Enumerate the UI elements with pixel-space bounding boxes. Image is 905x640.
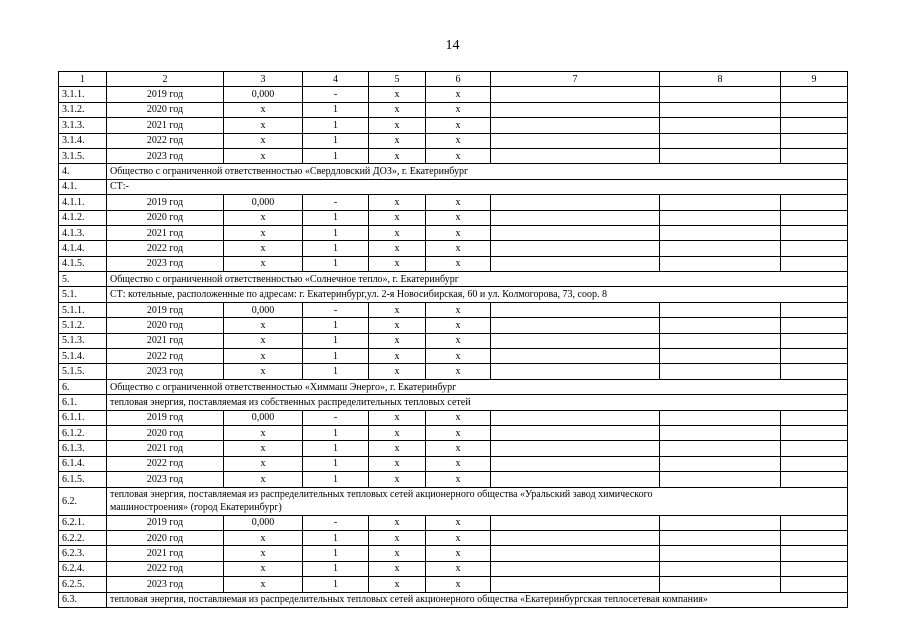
table-row — [59, 364, 848, 379]
section-number: 6.1. — [59, 395, 107, 410]
table-cell-col-1: 5.1.3. — [59, 333, 107, 348]
section-number: 5. — [59, 272, 107, 287]
table-cell-col-6: х — [426, 577, 491, 592]
section-title-line: тепловая энергия, поставляемая из распределительных тепловых сетей акционерного общества «Уральский завод химического — [110, 489, 653, 501]
table-cell-col-4: 1 — [303, 148, 369, 163]
table-cell-col-1: 5.1.4. — [59, 349, 107, 364]
header-cell-8: 8 — [660, 72, 781, 87]
table-cell-col-7 — [491, 256, 660, 271]
table-cell-col-7 — [491, 546, 660, 561]
table-cell-col-1: 3.1.5. — [59, 148, 107, 163]
table-cell-col-9 — [781, 546, 848, 561]
table-cell-col-5: х — [369, 118, 426, 133]
table-cell-col-4: 1 — [303, 364, 369, 379]
section-title — [107, 487, 848, 515]
header-cell-3: 3 — [224, 72, 303, 87]
table-cell-col-6: х — [426, 410, 491, 425]
table-row — [59, 472, 848, 487]
table-cell-col-4: 1 — [303, 102, 369, 117]
table-cell-col-3: х — [224, 456, 303, 471]
table-cell-col-2: 2020 год — [107, 425, 224, 440]
table-cell-col-8 — [660, 441, 781, 456]
table-cell-col-8 — [660, 302, 781, 317]
section-title: Общество с ограниченной ответственностью «Свердловский ДОЗ», г. Екатеринбург — [107, 164, 848, 179]
table-cell-col-7 — [491, 241, 660, 256]
table-cell-col-9 — [781, 210, 848, 225]
table-cell-col-5: х — [369, 577, 426, 592]
table-cell-col-4: 1 — [303, 318, 369, 333]
table-cell-col-6: х — [426, 441, 491, 456]
table-cell-col-3: х — [224, 364, 303, 379]
table-cell-col-5: х — [369, 256, 426, 271]
table-cell-col-4: 1 — [303, 425, 369, 440]
table-row — [59, 515, 848, 530]
table-cell-col-9 — [781, 515, 848, 530]
table-row — [59, 333, 848, 348]
table-cell-col-7 — [491, 318, 660, 333]
table-cell-col-4: 1 — [303, 561, 369, 576]
table-cell-col-9 — [781, 148, 848, 163]
table-row — [59, 577, 848, 592]
table-cell-col-2: 2021 год — [107, 546, 224, 561]
table-row — [59, 118, 848, 133]
table-cell-col-8 — [660, 241, 781, 256]
section-number: 5.1. — [59, 287, 107, 302]
table-cell-col-1: 6.1.5. — [59, 472, 107, 487]
table-cell-col-6: х — [426, 318, 491, 333]
table-cell-col-6: х — [426, 546, 491, 561]
table-cell-col-6: х — [426, 87, 491, 102]
table-cell-col-1: 3.1.4. — [59, 133, 107, 148]
table-cell-col-4: 1 — [303, 256, 369, 271]
table-cell-col-8 — [660, 333, 781, 348]
table-cell-col-9 — [781, 102, 848, 117]
table-cell-col-5: х — [369, 349, 426, 364]
table-cell-col-3: 0,000 — [224, 195, 303, 210]
table-row — [59, 102, 848, 117]
table-row — [59, 546, 848, 561]
table-cell-col-4: 1 — [303, 441, 369, 456]
table-cell-col-9 — [781, 425, 848, 440]
table-row — [59, 318, 848, 333]
table-cell-col-7 — [491, 561, 660, 576]
table-cell-col-9 — [781, 241, 848, 256]
table-cell-col-7 — [491, 456, 660, 471]
table-cell-col-4: 1 — [303, 333, 369, 348]
table-cell-col-9 — [781, 302, 848, 317]
table-cell-col-3: х — [224, 225, 303, 240]
section-title: Общество с ограниченной ответственностью «Солнечное тепло», г. Екатеринбург — [107, 272, 848, 287]
table-cell-col-9 — [781, 333, 848, 348]
table-cell-col-8 — [660, 349, 781, 364]
table-cell-col-1: 6.1.1. — [59, 410, 107, 425]
table-cell-col-7 — [491, 425, 660, 440]
table-cell-col-6: х — [426, 515, 491, 530]
table-cell-col-1: 4.1.1. — [59, 195, 107, 210]
table-cell-col-5: х — [369, 425, 426, 440]
table-cell-col-1: 6.2.4. — [59, 561, 107, 576]
table-cell-col-1: 3.1.1. — [59, 87, 107, 102]
table-cell-col-2: 2019 год — [107, 410, 224, 425]
table-cell-col-1: 6.1.2. — [59, 425, 107, 440]
table-cell-col-4: 1 — [303, 577, 369, 592]
table-cell-col-7 — [491, 530, 660, 545]
section-row — [59, 395, 848, 410]
table-cell-col-8 — [660, 195, 781, 210]
section-row — [59, 179, 848, 194]
table-cell-col-5: х — [369, 515, 426, 530]
table-cell-col-1: 6.2.3. — [59, 546, 107, 561]
table-cell-col-3: х — [224, 530, 303, 545]
table-cell-col-9 — [781, 410, 848, 425]
table-cell-col-5: х — [369, 530, 426, 545]
table-cell-col-1: 4.1.2. — [59, 210, 107, 225]
header-row — [59, 72, 848, 87]
table-cell-col-6: х — [426, 148, 491, 163]
table-cell-col-9 — [781, 456, 848, 471]
table-cell-col-5: х — [369, 472, 426, 487]
section-number: 6.2. — [59, 487, 107, 515]
table-cell-col-5: х — [369, 102, 426, 117]
section-title: Общество с ограниченной ответственностью «Химмаш Энерго», г. Екатеринбург — [107, 379, 848, 394]
table-cell-col-3: 0,000 — [224, 410, 303, 425]
table-cell-col-7 — [491, 410, 660, 425]
table-cell-col-7 — [491, 87, 660, 102]
table-cell-col-7 — [491, 148, 660, 163]
table-cell-col-9 — [781, 318, 848, 333]
section-title: СТ: котельные, расположенные по адресам: г. Екатеринбург,ул. 2-я Новосибирская, 60 и ул. Колмогорова, 73, соор. 8 — [107, 287, 848, 302]
table-cell-col-2: 2022 год — [107, 561, 224, 576]
section-row — [59, 164, 848, 179]
table-cell-col-1: 4.1.3. — [59, 225, 107, 240]
table-row — [59, 530, 848, 545]
table-cell-col-7 — [491, 118, 660, 133]
table-cell-col-8 — [660, 318, 781, 333]
table-cell-col-3: х — [224, 472, 303, 487]
table-cell-col-9 — [781, 133, 848, 148]
table-cell-col-6: х — [426, 133, 491, 148]
table-cell-col-4: 1 — [303, 546, 369, 561]
table-cell-col-2: 2020 год — [107, 210, 224, 225]
table-cell-col-9 — [781, 472, 848, 487]
table-cell-col-3: х — [224, 333, 303, 348]
table-cell-col-4: 1 — [303, 210, 369, 225]
table-cell-col-7 — [491, 515, 660, 530]
table-cell-col-8 — [660, 561, 781, 576]
table-cell-col-6: х — [426, 472, 491, 487]
table-cell-col-4: - — [303, 515, 369, 530]
table-cell-col-5: х — [369, 241, 426, 256]
table-row — [59, 225, 848, 240]
table-cell-col-2: 2020 год — [107, 102, 224, 117]
table-cell-col-8 — [660, 515, 781, 530]
header-cell-1: 1 — [59, 72, 107, 87]
table-cell-col-9 — [781, 577, 848, 592]
table-cell-col-2: 2021 год — [107, 225, 224, 240]
table-cell-col-9 — [781, 118, 848, 133]
table-cell-col-5: х — [369, 410, 426, 425]
table-cell-col-3: х — [224, 577, 303, 592]
table-cell-col-5: х — [369, 302, 426, 317]
table-cell-col-8 — [660, 530, 781, 545]
table-cell-col-3: 0,000 — [224, 515, 303, 530]
table-cell-col-2: 2022 год — [107, 456, 224, 471]
table-cell-col-9 — [781, 561, 848, 576]
table-cell-col-8 — [660, 364, 781, 379]
table-row — [59, 133, 848, 148]
table-cell-col-8 — [660, 425, 781, 440]
table-row — [59, 456, 848, 471]
table-cell-col-2: 2021 год — [107, 118, 224, 133]
table-cell-col-7 — [491, 349, 660, 364]
table-cell-col-2: 2022 год — [107, 241, 224, 256]
table-cell-col-2: 2020 год — [107, 530, 224, 545]
header-cell-9: 9 — [781, 72, 848, 87]
table-cell-col-7 — [491, 102, 660, 117]
table-cell-col-6: х — [426, 349, 491, 364]
header-cell-7: 7 — [491, 72, 660, 87]
table-cell-col-6: х — [426, 102, 491, 117]
table-row — [59, 256, 848, 271]
table-cell-col-1: 5.1.2. — [59, 318, 107, 333]
section-row — [59, 287, 848, 302]
table-cell-col-3: х — [224, 349, 303, 364]
table-cell-col-8 — [660, 102, 781, 117]
table-cell-col-4: 1 — [303, 225, 369, 240]
header-cell-4: 4 — [303, 72, 369, 87]
table-cell-col-3: х — [224, 318, 303, 333]
table-cell-col-6: х — [426, 302, 491, 317]
section-row — [59, 379, 848, 394]
table-cell-col-3: х — [224, 256, 303, 271]
table-cell-col-7 — [491, 225, 660, 240]
table-cell-col-9 — [781, 195, 848, 210]
table-cell-col-2: 2020 год — [107, 318, 224, 333]
table-cell-col-6: х — [426, 225, 491, 240]
section-number: 4.1. — [59, 179, 107, 194]
table-cell-col-4: 1 — [303, 118, 369, 133]
table-cell-col-9 — [781, 364, 848, 379]
table-cell-col-8 — [660, 133, 781, 148]
section-row — [59, 592, 848, 607]
section-title: тепловая энергия, поставляемая из собственных распределительных тепловых сетей — [107, 395, 848, 410]
table-cell-col-7 — [491, 472, 660, 487]
table-cell-col-2: 2019 год — [107, 87, 224, 102]
table-row — [59, 241, 848, 256]
table-cell-col-6: х — [426, 256, 491, 271]
table-cell-col-1: 6.2.1. — [59, 515, 107, 530]
table-cell-col-4: 1 — [303, 241, 369, 256]
table-cell-col-6: х — [426, 241, 491, 256]
table-cell-col-2: 2019 год — [107, 302, 224, 317]
table-cell-col-3: х — [224, 133, 303, 148]
table-cell-col-5: х — [369, 561, 426, 576]
table-cell-col-7 — [491, 195, 660, 210]
table-cell-col-8 — [660, 456, 781, 471]
section-title-line: машиностроения» (город Екатеринбург) — [110, 502, 282, 514]
table-row — [59, 441, 848, 456]
table-cell-col-3: х — [224, 441, 303, 456]
table-cell-col-8 — [660, 546, 781, 561]
header-cell-5: 5 — [369, 72, 426, 87]
tariff-table — [58, 71, 848, 608]
section-number: 6.3. — [59, 592, 107, 607]
table-cell-col-4: 1 — [303, 456, 369, 471]
table-cell-col-7 — [491, 133, 660, 148]
table-cell-col-7 — [491, 302, 660, 317]
table-cell-col-2: 2021 год — [107, 333, 224, 348]
table-cell-col-7 — [491, 210, 660, 225]
table-cell-col-4: 1 — [303, 472, 369, 487]
section-row — [59, 272, 848, 287]
header-cell-2: 2 — [107, 72, 224, 87]
table-cell-col-5: х — [369, 133, 426, 148]
table-cell-col-4: 1 — [303, 349, 369, 364]
table-cell-col-6: х — [426, 210, 491, 225]
table-cell-col-7 — [491, 577, 660, 592]
table-cell-col-6: х — [426, 364, 491, 379]
table-cell-col-3: х — [224, 118, 303, 133]
table-cell-col-2: 2023 год — [107, 577, 224, 592]
table-cell-col-6: х — [426, 333, 491, 348]
table-cell-col-2: 2021 год — [107, 441, 224, 456]
table-cell-col-2: 2019 год — [107, 195, 224, 210]
table-cell-col-5: х — [369, 87, 426, 102]
table-cell-col-8 — [660, 225, 781, 240]
table-cell-col-8 — [660, 118, 781, 133]
table-cell-col-2: 2023 год — [107, 148, 224, 163]
table-cell-col-6: х — [426, 195, 491, 210]
table-cell-col-4: 1 — [303, 133, 369, 148]
table-cell-col-3: 0,000 — [224, 302, 303, 317]
table-cell-col-6: х — [426, 530, 491, 545]
table-row — [59, 561, 848, 576]
table-cell-col-1: 5.1.1. — [59, 302, 107, 317]
table-body — [59, 72, 848, 608]
table-cell-col-4: 1 — [303, 530, 369, 545]
table-cell-col-2: 2019 год — [107, 515, 224, 530]
table-cell-col-2: 2023 год — [107, 364, 224, 379]
table-cell-col-5: х — [369, 195, 426, 210]
table-cell-col-1: 6.1.3. — [59, 441, 107, 456]
table-row — [59, 349, 848, 364]
table-cell-col-7 — [491, 333, 660, 348]
table-cell-col-9 — [781, 530, 848, 545]
table-cell-col-4: - — [303, 195, 369, 210]
table-cell-col-8 — [660, 472, 781, 487]
table-cell-col-9 — [781, 441, 848, 456]
table-cell-col-3: 0,000 — [224, 87, 303, 102]
table-cell-col-3: х — [224, 546, 303, 561]
table-cell-col-1: 6.1.4. — [59, 456, 107, 471]
table-cell-col-5: х — [369, 364, 426, 379]
table-cell-col-3: х — [224, 210, 303, 225]
section-number: 4. — [59, 164, 107, 179]
table-row — [59, 195, 848, 210]
table-cell-col-5: х — [369, 148, 426, 163]
table-row — [59, 410, 848, 425]
table-cell-col-2: 2022 год — [107, 133, 224, 148]
table-cell-col-5: х — [369, 333, 426, 348]
table-cell-col-6: х — [426, 118, 491, 133]
table-cell-col-2: 2023 год — [107, 472, 224, 487]
page-number: 14 — [445, 38, 460, 53]
table-cell-col-4: - — [303, 302, 369, 317]
table-cell-col-1: 5.1.5. — [59, 364, 107, 379]
table-cell-col-2: 2022 год — [107, 349, 224, 364]
table-cell-col-6: х — [426, 456, 491, 471]
section-row — [59, 487, 848, 515]
table-cell-col-5: х — [369, 210, 426, 225]
table-row — [59, 425, 848, 440]
table-cell-col-5: х — [369, 546, 426, 561]
table-cell-col-1: 3.1.3. — [59, 118, 107, 133]
table-cell-col-8 — [660, 210, 781, 225]
table-cell-col-8 — [660, 577, 781, 592]
table-row — [59, 87, 848, 102]
table-cell-col-1: 4.1.4. — [59, 241, 107, 256]
table-cell-col-3: х — [224, 148, 303, 163]
table-cell-col-9 — [781, 256, 848, 271]
table-cell-col-8 — [660, 256, 781, 271]
table-cell-col-3: х — [224, 102, 303, 117]
table-cell-col-3: х — [224, 425, 303, 440]
table-row — [59, 148, 848, 163]
table-cell-col-5: х — [369, 456, 426, 471]
table-row — [59, 210, 848, 225]
table-cell-col-3: х — [224, 561, 303, 576]
table-row — [59, 302, 848, 317]
table-cell-col-5: х — [369, 318, 426, 333]
table-cell-col-9 — [781, 225, 848, 240]
table-cell-col-8 — [660, 87, 781, 102]
table-cell-col-6: х — [426, 561, 491, 576]
table-cell-col-3: х — [224, 241, 303, 256]
table-cell-col-9 — [781, 87, 848, 102]
table-cell-col-8 — [660, 410, 781, 425]
table-cell-col-5: х — [369, 225, 426, 240]
table-cell-col-9 — [781, 349, 848, 364]
table-cell-col-7 — [491, 441, 660, 456]
table-cell-col-1: 4.1.5. — [59, 256, 107, 271]
table-cell-col-2: 2023 год — [107, 256, 224, 271]
table-cell-col-5: х — [369, 441, 426, 456]
table-cell-col-1: 6.2.5. — [59, 577, 107, 592]
table-cell-col-6: х — [426, 425, 491, 440]
section-number: 6. — [59, 379, 107, 394]
section-title: тепловая энергия, поставляемая из распределительных тепловых сетей акционерного общества «Екатеринбургская теплосетевая компания» — [107, 592, 848, 607]
table-cell-col-7 — [491, 364, 660, 379]
table-cell-col-4: - — [303, 87, 369, 102]
table-cell-col-4: - — [303, 410, 369, 425]
table-cell-col-8 — [660, 148, 781, 163]
section-title: СТ:- — [107, 179, 848, 194]
table-cell-col-1: 6.2.2. — [59, 530, 107, 545]
header-cell-6: 6 — [426, 72, 491, 87]
table-cell-col-1: 3.1.2. — [59, 102, 107, 117]
